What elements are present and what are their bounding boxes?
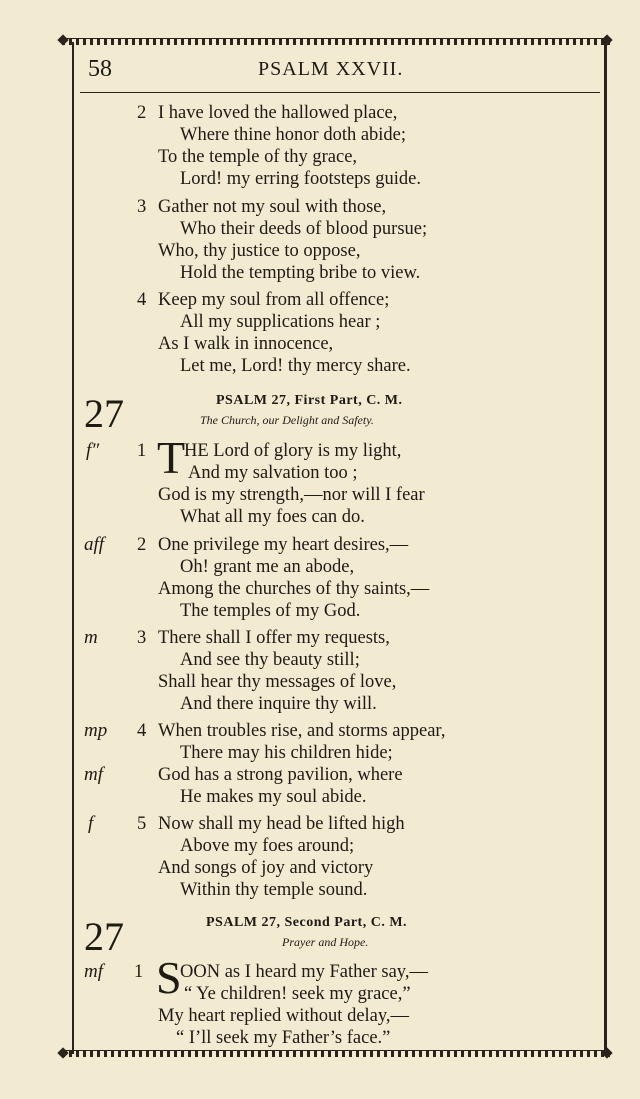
verse-line: “ I’ll seek my Father’s face.”	[176, 1028, 391, 1048]
verse-line: The temples of my God.	[180, 601, 361, 621]
verse-line: And songs of joy and victory	[158, 858, 374, 878]
verse-number: 2	[137, 535, 147, 555]
verse-line: Hold the tempting bribe to view.	[180, 263, 421, 283]
verse-line: Where thine honor doth abide;	[180, 125, 407, 145]
verse-line: Oh! grant me an abode,	[180, 557, 355, 577]
verse-line: God has a strong pavilion, where	[158, 765, 403, 785]
verse-number: 1	[134, 962, 144, 982]
psalm-subtitle: The Church, our Delight and Safety.	[200, 413, 374, 427]
verse-number: 3	[137, 628, 147, 648]
dynamic-marking: mp	[84, 720, 108, 741]
verse-line: To the temple of thy grace,	[158, 147, 358, 167]
dynamic-marking: f″	[86, 440, 100, 461]
hymn-number: 27	[84, 391, 124, 436]
psalm-subtitle: Prayer and Hope.	[282, 935, 369, 949]
verse-line: And there inquire thy will.	[180, 694, 377, 714]
verse-number: 4	[137, 290, 147, 310]
drop-cap: S	[156, 952, 182, 1003]
verse-line: Lord! my erring footsteps guide.	[180, 169, 421, 189]
dynamic-marking: aff	[84, 534, 105, 555]
psalm-title: PSALM 27, Second Part, C. M.	[206, 915, 408, 930]
verse-line: One privilege my heart desires,—	[158, 535, 409, 555]
left-border	[72, 42, 74, 1054]
psalm-title: PSALM 27, First Part, C. M.	[216, 393, 403, 408]
verse-line: I have loved the hallowed place,	[158, 103, 398, 123]
verse-line: Among the churches of thy saints,—	[158, 579, 430, 599]
running-head: PSALM XXVII.	[258, 58, 404, 80]
verse-line: And see thy beauty still;	[180, 650, 360, 670]
top-border	[62, 38, 610, 45]
verse-line: OON as I heard my Father say,—	[180, 962, 428, 982]
verse-line: There may his children hide;	[180, 743, 393, 763]
verse-number: 4	[137, 721, 147, 741]
verse-line: Now shall my head be lifted high	[158, 814, 405, 834]
verse-line: All my supplications hear ;	[180, 312, 381, 332]
verse-line: When troubles rise, and storms appear,	[158, 721, 446, 741]
dynamic-marking: f	[88, 813, 94, 834]
hymn-number: 27	[84, 914, 124, 959]
verse-line: Let me, Lord! thy mercy share.	[180, 356, 411, 376]
dynamic-marking: mf	[84, 961, 103, 982]
verse-line: As I walk in innocence,	[158, 334, 334, 354]
verse-line: Within thy temple sound.	[180, 880, 368, 900]
verse-number: 5	[137, 814, 147, 834]
verse-number: 3	[137, 197, 147, 217]
verse-line: Who their deeds of blood pursue;	[180, 219, 428, 239]
verse-number: 2	[137, 103, 147, 123]
verse-line: What all my foes can do.	[180, 507, 365, 527]
verse-line: Who, thy justice to oppose,	[158, 241, 361, 261]
verse-line: Shall hear thy messages of love,	[158, 672, 397, 692]
verse-number: 1	[137, 441, 147, 461]
verse-line: My heart replied without delay,—	[158, 1006, 410, 1026]
verse-line: Keep my soul from all offence;	[158, 290, 390, 310]
dynamic-marking: m	[84, 627, 98, 648]
drop-cap: T	[157, 432, 186, 483]
verse-line: “ Ye children! seek my grace,”	[184, 984, 411, 1004]
verse-line: God is my strength,—nor will I fear	[158, 485, 425, 505]
page-number: 58	[88, 56, 112, 82]
dynamic-marking: mf	[84, 764, 103, 785]
header-rule	[80, 92, 600, 93]
bottom-border	[62, 1050, 610, 1057]
verse-line: There shall I offer my requests,	[158, 628, 390, 648]
verse-line: And my salvation too ;	[188, 463, 358, 483]
verse-line: HE Lord of glory is my light,	[184, 441, 402, 461]
verse-line: Above my foes around;	[180, 836, 355, 856]
right-border	[604, 42, 607, 1054]
verse-line: He makes my soul abide.	[180, 787, 367, 807]
verse-line: Gather not my soul with those,	[158, 197, 387, 217]
